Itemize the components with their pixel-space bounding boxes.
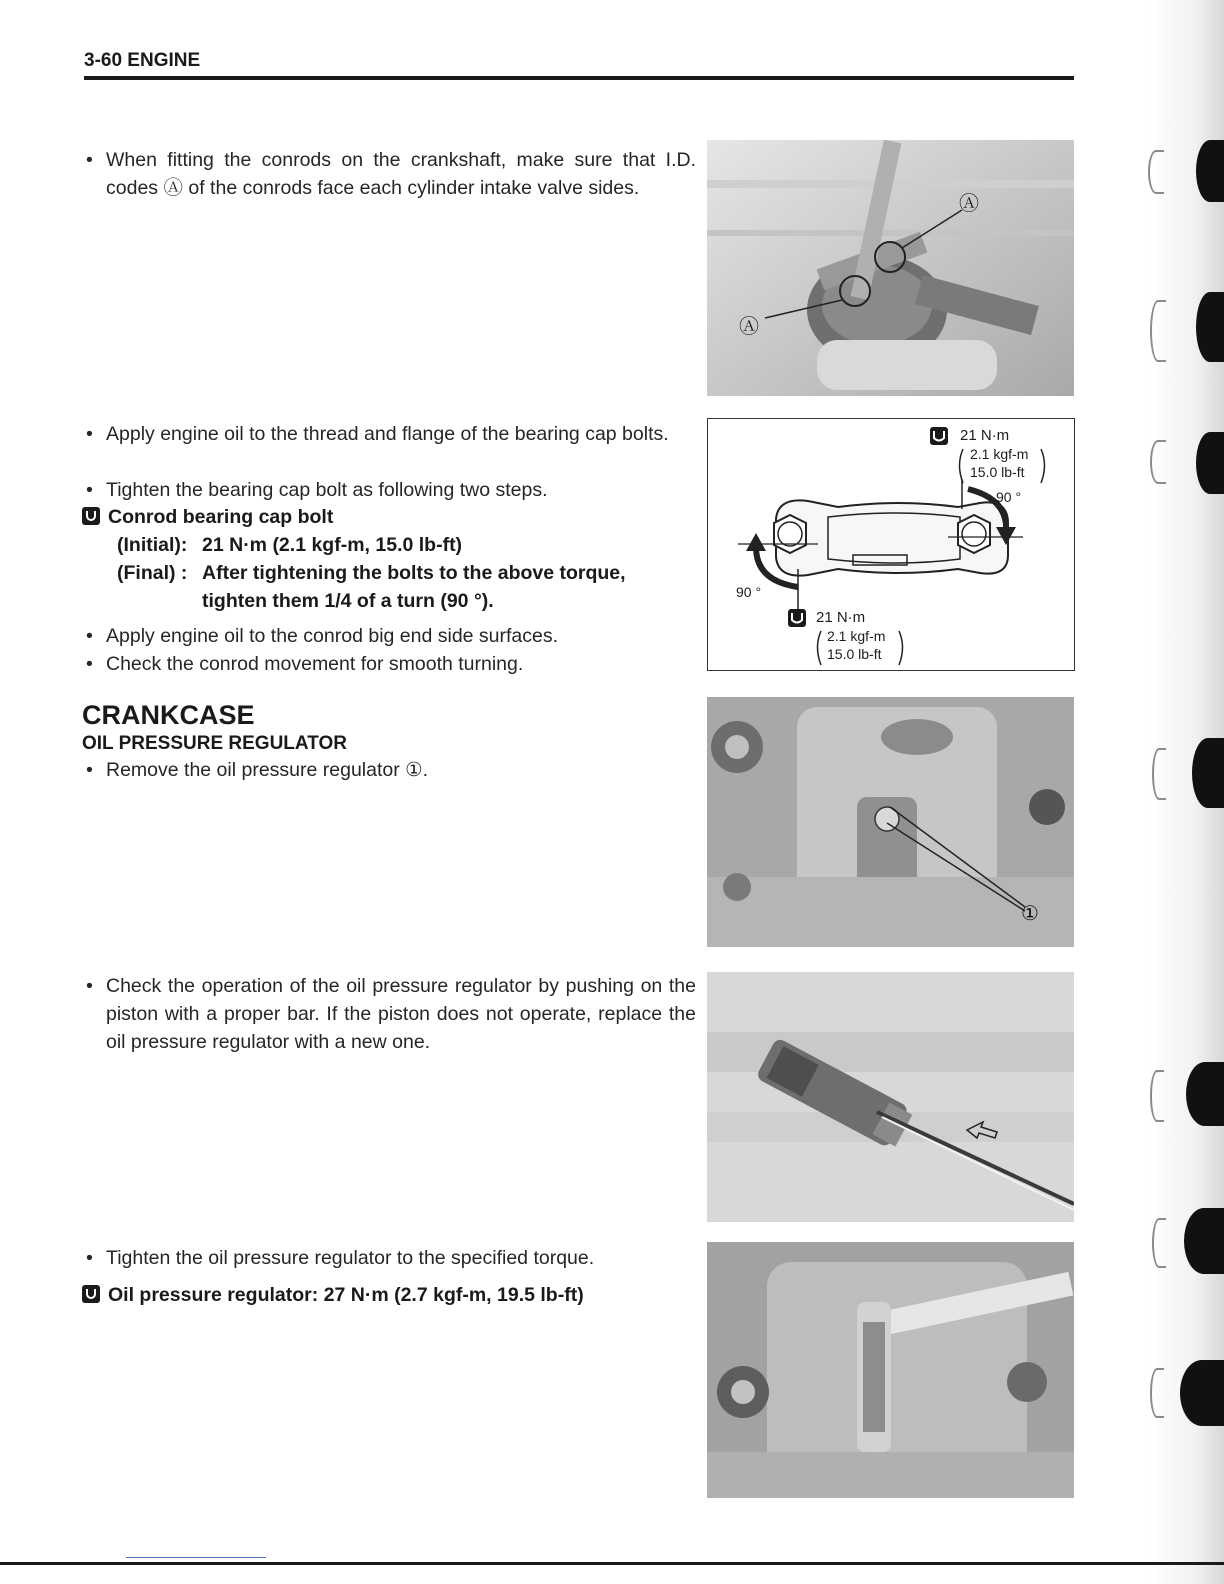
bearing-cap-bullet-1-text: Apply engine oil to the thread and flange of the bearing cap bolts. bbox=[106, 423, 669, 445]
footer-mark bbox=[126, 1557, 266, 1558]
bullet-dot: • bbox=[86, 1247, 93, 1269]
regulator-check-photo-art bbox=[707, 972, 1074, 1222]
initial-value: 21 N·m (2.1 kgf-m, 15.0 lb-ft) bbox=[202, 534, 463, 556]
bearing-cap-bullet-2 bbox=[86, 476, 696, 504]
torque-diagram bbox=[707, 418, 1075, 671]
binder-ring-1 bbox=[1148, 150, 1164, 194]
final-label: (Final) : bbox=[117, 562, 188, 584]
binder-ring-6 bbox=[1152, 1218, 1166, 1268]
binder-ring-2 bbox=[1150, 300, 1166, 362]
left-angle: 90 ° bbox=[736, 584, 762, 600]
crank-label-a-top: Ⓐ bbox=[959, 193, 979, 215]
page-header: 3-60 ENGINE bbox=[84, 50, 201, 71]
regulator-tighten-photo-art bbox=[707, 1242, 1074, 1498]
section-tab-3 bbox=[1196, 432, 1224, 494]
regulator-removal-photo bbox=[707, 697, 1074, 947]
final-value-line-2: tighten them 1/4 of a turn (90 °). bbox=[202, 590, 494, 612]
section-tab-4 bbox=[1192, 738, 1224, 808]
bullet-dot: • bbox=[86, 759, 93, 781]
bullet-dot: • bbox=[86, 479, 93, 501]
regulator-check-photo bbox=[707, 972, 1074, 1222]
bullet-dot: • bbox=[86, 423, 93, 445]
top-angle: 90 ° bbox=[996, 489, 1022, 505]
binder-ring-4 bbox=[1152, 748, 1166, 800]
bearing-cap-bullet-1 bbox=[86, 420, 696, 448]
bearing-cap-bullet-4-text: Check the conrod movement for smooth turning. bbox=[106, 653, 524, 675]
top-torque-value: 21 N·m bbox=[960, 427, 1010, 444]
top-torque-kgf: 2.1 kgf-m bbox=[970, 446, 1029, 462]
regulator-check-paragraph bbox=[86, 972, 696, 1056]
regulator-label-1: ① bbox=[1021, 903, 1039, 925]
binder-ring-3 bbox=[1150, 440, 1166, 484]
crankcase-bullet-1 bbox=[86, 756, 696, 784]
torque-wrench-icon bbox=[82, 507, 100, 525]
crank-label-a-left: Ⓐ bbox=[739, 316, 759, 338]
regulator-tighten-photo bbox=[707, 1242, 1074, 1498]
section-tab-1 bbox=[1196, 140, 1224, 202]
conrod-spec-title bbox=[82, 503, 333, 531]
final-value-line-1: After tightening the bolts to the above torque, bbox=[202, 562, 626, 584]
regulator-tighten-text: Tighten the oil pressure regulator to the specified torque. bbox=[106, 1247, 595, 1269]
oil-pressure-regulator-heading: OIL PRESSURE REGULATOR bbox=[82, 733, 347, 754]
torque-wrench-icon bbox=[82, 1285, 100, 1303]
crankshaft-photo-art bbox=[707, 140, 1074, 396]
section-tab-6 bbox=[1184, 1208, 1224, 1274]
bearing-cap-bullet-3-text: Apply engine oil to the conrod big end side surfaces. bbox=[106, 625, 559, 647]
crankcase-heading: CRANKCASE bbox=[82, 700, 255, 730]
crankcase-bullet-1-text: Remove the oil pressure regulator ①. bbox=[106, 759, 429, 781]
top-torque-lbft: 15.0 lb-ft bbox=[970, 464, 1025, 480]
bottom-torque-lbft: 15.0 lb-ft bbox=[827, 646, 882, 662]
footer-rule bbox=[0, 1562, 1224, 1565]
bullet-dot: • bbox=[86, 625, 93, 647]
initial-label: (Initial): bbox=[117, 534, 188, 556]
bearing-cap-bullet-3 bbox=[86, 622, 696, 650]
regulator-torque-spec bbox=[82, 1281, 584, 1309]
section-tab-7 bbox=[1180, 1360, 1224, 1426]
regulator-check-text: Check the operation of the oil pressure regulator by pushing on the piston with a proper bar. If the piston does not operate, replace the oil pressure regulator with a new one. bbox=[106, 975, 696, 1053]
regulator-torque-spec-text: Oil pressure regulator: 27 N·m (2.7 kgf-m, 19.5 lb-ft) bbox=[108, 1284, 584, 1306]
bearing-cap-bullet-2-text: Tighten the bearing cap bolt as following two steps. bbox=[106, 479, 548, 501]
conrod-spec-title-text: Conrod bearing cap bolt bbox=[108, 506, 334, 528]
section-tab-2 bbox=[1196, 292, 1224, 362]
bottom-torque-value: 21 N·m bbox=[816, 609, 866, 626]
bearing-cap-bullet-4 bbox=[86, 650, 696, 678]
conrod-fit-paragraph bbox=[86, 146, 696, 202]
bullet-dot: • bbox=[86, 149, 93, 171]
regulator-tighten-bullet bbox=[86, 1244, 696, 1272]
regulator-removal-photo-art bbox=[707, 697, 1074, 947]
section-tab-5 bbox=[1186, 1062, 1224, 1126]
binder-ring-7 bbox=[1150, 1368, 1164, 1418]
bullet-dot: • bbox=[86, 653, 93, 675]
bullet-dot: • bbox=[86, 975, 93, 997]
bottom-torque-kgf: 2.1 kgf-m bbox=[827, 628, 886, 644]
crankshaft-photo bbox=[707, 140, 1074, 396]
header-rule bbox=[84, 76, 1074, 80]
conrod-fit-text: When fitting the conrods on the crankshaft, make sure that I.D. codes Ⓐ of the conrods face each cylinder intake valve sides. bbox=[106, 149, 696, 199]
binder-ring-5 bbox=[1150, 1070, 1164, 1122]
